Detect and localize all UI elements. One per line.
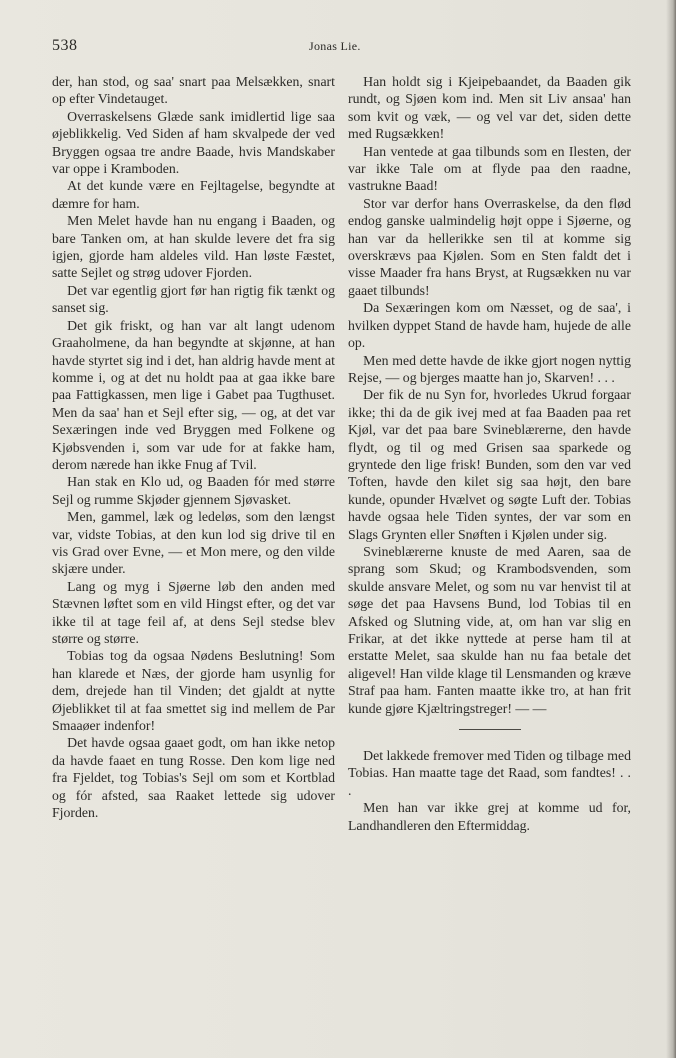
paragraph: Men med dette havde de ikke gjort nogen nyttig Rejse, — og bjerges maatte han jo, Skarven! . . . <box>348 352 631 385</box>
paragraph: Da Sexæringen kom om Næsset, og de saa', i hvilken dyppet Stand de havde ham, hujede de alle op. <box>348 300 631 351</box>
paragraph: Han stak en Klo ud, og Baaden fór med større Sejl og rumme Skjøder gjennem Sjøvasket. <box>52 474 335 507</box>
paragraph: Lang og myg i Sjøerne løb den anden med Stævnen løftet som en vild Hingst efter, og det var ikke til at tage feil af, at dens Sejl stedse blev større og større. <box>52 578 335 646</box>
section-divider <box>459 729 521 730</box>
right-column <box>348 73 631 834</box>
paragraph: Svineblærerne knuste de med Aaren, saa de sprang som Skud; og Krambodsvenden, som skulde ansvare Melet, og som nu var henvist til at søge det paa Havsens Bund, lod Tobias til en Afsked og Slutning vide, at, om han var slig en Frikar, at det ikke nyttede at perse ham til at erstatte Melet, saa skulde han nu faa betale det aligevel! Han vilde klage til Lensmanden og kræve Straf paa ham. Fanten maatte ikke tro, at han frit kunde gjøre Kjæltringstreger! — — <box>348 543 631 716</box>
paragraph: Men han var ikke grej at komme ud for, Landhandleren den Eftermiddag. <box>348 800 631 833</box>
paragraph: Det gik friskt, og han var alt langt udenom Graaholmene, da han begyndte at skjønne, at han havde styrtet sig ind i det, han aldrig havde ment at komme i, og at det nu holdt paa at gaa ikke bare paa Fattigkassen, men lige i Gabet paa Tugthuset. Men da saa' han et Sejl efter sig, — og, at det var Sexæringen inde ved Bryggen med Folkene og Kjøbsvenden i, som var ude for at fakke ham, derom nærede han ikke Fnug af Tvil. <box>52 317 335 472</box>
paragraph: Han ventede at gaa tilbunds som en Ilesten, der var ikke Tale om at flyde paa den raadne, vastrukne Baad! <box>348 143 631 194</box>
paragraph: Overraskelsens Glæde sank imidlertid lige saa øjeblikkelig. Ved Siden af ham skvalpede der ved Bryggen ogsaa tre andre Baade, hvis Mandskaber var oppe i Kramboden. <box>52 108 335 177</box>
page-header <box>52 37 632 57</box>
page-edge-shadow <box>666 0 676 1058</box>
left-column <box>52 73 335 821</box>
paragraph: Han holdt sig i Kjeipebaandet, da Baaden gik rundt, og Sjøen kom ind. Men sit Liv ansaa' han som kvit og væk, — og vel var det, siden dette med Rugsækken! <box>348 74 631 142</box>
paragraph: Men Melet havde han nu engang i Baaden, og bare Tanken om, at han skulde levere det fra sig igjen, gjorde ham aldeles vild. Han løste Fæstet, satte Sejlet og strøg udover Fjorden. <box>52 213 335 281</box>
page-number: 538 <box>52 37 78 54</box>
paragraph: Stor var derfor hans Overraskelse, da den flød endog ganske ualmindelig højt oppe i Sjøerne, og han var da hellerikke sen til at komme sig overskrævs paa Kjølen. Som en Sten faldt det i visse Maader fra hans Bryst, at Rugsækken nu var gaaet tilbunds! <box>348 195 631 298</box>
paragraph: der, han stod, og saa' snart paa Melsækken, snart op efter Vindetauget. <box>52 74 335 107</box>
paragraph: Der fik de nu Syn for, hvorledes Ukrud forgaar ikke; thi da de gik ivej med at faa Baaden paa ret Kjøl, var det paa bare Svineblærerne, den havde flydt, og til og med Grisen saa sparkede og gryntede den lige frisk! Bunden, som den var ved Toften, havde den kilet sig saa højt, den bare kunde, opunder Hvælvet og søgte Luft der. Tobias havde ogsaa hele Tiden syntes, der var som en Slags Grynten eller Snøften i Kjølen under sig. <box>348 387 631 542</box>
paragraph: Men, gammel, læk og ledeløs, som den længst var, vidste Tobias, at den kun lod sig drive til en vis Grad over Evne, — et Mon mere, og den vilde skjære under. <box>52 509 335 577</box>
paragraph: Tobias tog da ogsaa Nødens Beslutning! Som han klarede et Næs, der gjorde ham usynlig for dem, drejede han til Vinden; det gjaldt at nytte Øjeblikket til at faa smettet sig ind mellem de Par Smaaøer indenfor! <box>52 648 335 734</box>
paragraph: Det var egentlig gjort før han rigtig fik tænkt og sanset sig. <box>52 282 335 316</box>
paragraph: Det lakkede fremover med Tiden og tilbage med Tobias. Han maatte tage det Raad, som fandtes! . . . <box>348 748 631 798</box>
running-head: Jonas Lie. <box>309 39 361 53</box>
paragraph: Det havde ogsaa gaaet godt, om han ikke netop da havde faaet en tung Rosse. Den kom lige ned fra Fjeldet, tog Tobias's Sejl om som et Kortblad og fór afsted, saa Raaket lettede sig udover Fjorden. <box>52 735 335 821</box>
paragraph: At det kunde være en Fejltagelse, begyndte at dæmre for ham. <box>52 178 335 211</box>
